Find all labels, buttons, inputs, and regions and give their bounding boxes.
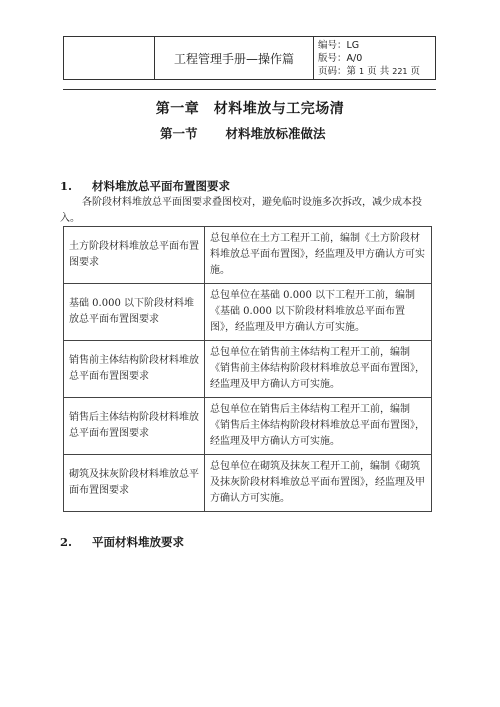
item-2-title: 平面材料堆放要求	[92, 535, 184, 549]
stage-requirement: 总包单位在土方工程开工前，编制《土方阶段材料堆放总平面布置图》，经监理及甲方确认方可实施。	[205, 227, 432, 284]
stage-name: 砌筑及抹灰阶段材料堆放总平面布置图要求	[64, 455, 205, 512]
chapter-title: 第一章 材料堆放与工完场清	[155, 101, 345, 117]
stage-name: 土方阶段材料堆放总平面布置图要求	[64, 227, 205, 284]
item-1-paragraph: 各阶段材料堆放总平面图要求叠图校对，避免临时设施多次拆改，减少成本投入。	[60, 197, 422, 224]
stage-requirement: 总包单位在销售后主体结构工程开工前，编制《销售后主体结构阶段材料堆放总平面布置图》，经监理及甲方确认方可实施。	[205, 398, 432, 455]
table-row	[64, 284, 432, 341]
header-meta	[314, 37, 436, 80]
stage-name: 销售后主体结构阶段材料堆放总平面布置图要求	[64, 398, 205, 455]
stage-requirement: 总包单位在砌筑及抹灰工程开工前，编制《砌筑及抹灰阶段材料堆放总平面布置图》，经监理及甲方确认方可实施。	[205, 455, 432, 512]
item-1-number: 1.	[60, 179, 73, 193]
table-row	[64, 398, 432, 455]
header-blank-cell	[64, 37, 155, 80]
item-2-heading	[60, 534, 184, 550]
requirements-table	[63, 226, 432, 512]
document-header	[63, 36, 436, 80]
item-1-heading	[60, 178, 230, 194]
doc-version: 版号：A/0	[318, 52, 363, 64]
table-row	[64, 341, 432, 398]
section-title	[160, 124, 326, 142]
section-heading: 材料堆放标准做法	[225, 126, 326, 141]
doc-code: 编号：LG	[318, 39, 360, 51]
stage-requirement: 总包单位在基础 0.000 以下工程开工前，编制《基础 0.000 以下阶段材料堆放总平面布置图》，经监理及甲方确认方可实施。	[205, 284, 432, 341]
table-row	[64, 227, 432, 284]
item-1-title: 材料堆放总平面布置图要求	[92, 179, 230, 193]
stage-name: 销售前主体结构阶段材料堆放总平面布置图要求	[64, 341, 205, 398]
manual-title: 工程管理手册—操作篇	[155, 37, 314, 80]
stage-name: 基础 0.000 以下阶段材料堆放总平面布置图要求	[64, 284, 205, 341]
header-divider	[63, 89, 436, 90]
stage-requirement: 总包单位在销售前主体结构工程开工前，编制《销售前主体结构阶段材料堆放总平面布置图》，经监理及甲方确认方可实施。	[205, 341, 432, 398]
page-number: 页码：第 1 页 共 221 页	[318, 65, 421, 77]
item-2-number: 2.	[60, 535, 73, 549]
table-row	[64, 455, 432, 512]
section-number: 第一节	[160, 126, 198, 141]
